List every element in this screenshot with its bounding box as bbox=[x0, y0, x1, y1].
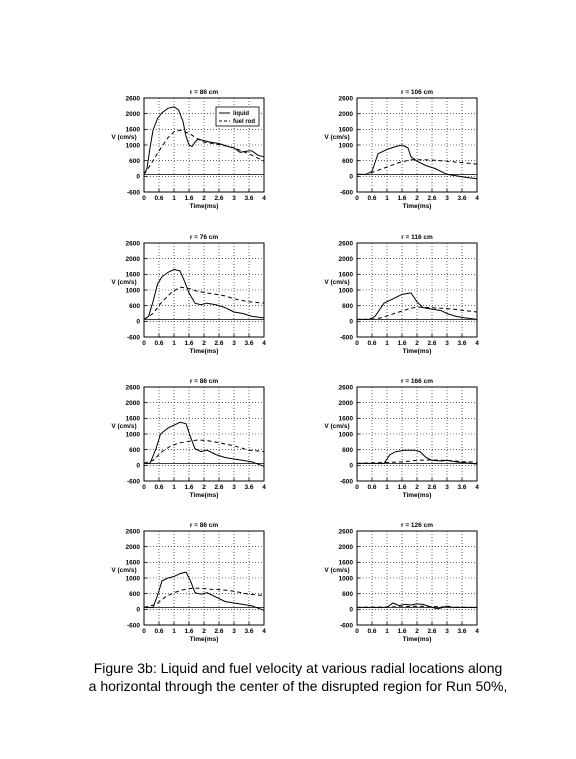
y-tick-label: 1000 bbox=[338, 287, 353, 295]
x-tick-label: 2.6 bbox=[214, 484, 224, 491]
x-tick-label: 3 bbox=[232, 628, 236, 635]
x-axis-label: Time(ms) bbox=[189, 492, 219, 499]
x-tick-label: 2 bbox=[202, 195, 206, 202]
chart-panel bbox=[324, 89, 479, 210]
y-tick-label: 2000 bbox=[125, 543, 140, 551]
y-tick-label: -600 bbox=[126, 334, 140, 342]
x-tick-label: 2.6 bbox=[214, 340, 224, 347]
x-tick-label: 2 bbox=[202, 340, 206, 347]
y-tick-label: 2000 bbox=[125, 110, 140, 118]
chart-title: r = 126 cm bbox=[401, 522, 433, 529]
x-tick-label: 1.6 bbox=[184, 484, 194, 491]
y-tick-label: -600 bbox=[126, 622, 140, 630]
x-tick-label: 0 bbox=[355, 195, 359, 202]
x-tick-label: 4 bbox=[475, 195, 479, 202]
figure-caption bbox=[60, 659, 536, 695]
series-line-liquid bbox=[357, 603, 477, 609]
y-axis-label: V (cm/s) bbox=[324, 134, 350, 141]
x-tick-label: 4 bbox=[262, 340, 266, 347]
y-tick-label: 0 bbox=[136, 173, 140, 181]
y-tick-label: 600 bbox=[342, 302, 353, 310]
y-tick-label: 2000 bbox=[338, 543, 353, 551]
x-axis-label: Time(ms) bbox=[189, 348, 219, 355]
x-tick-label: 2.6 bbox=[214, 195, 224, 202]
y-tick-label: -600 bbox=[339, 334, 353, 342]
y-axis-label: V (cm/s) bbox=[324, 423, 350, 430]
x-axis-label: Time(ms) bbox=[402, 636, 432, 643]
chart-legend bbox=[216, 107, 259, 126]
x-tick-label: 1 bbox=[385, 340, 389, 347]
y-tick-label: 2600 bbox=[125, 528, 140, 536]
y-tick-label: -600 bbox=[339, 189, 353, 197]
y-tick-label: 2600 bbox=[338, 528, 353, 536]
x-tick-label: 0.6 bbox=[367, 195, 377, 202]
y-axis-label: V (cm/s) bbox=[324, 567, 350, 574]
y-tick-label: 1000 bbox=[338, 575, 353, 583]
x-tick-label: 2 bbox=[415, 195, 419, 202]
y-tick-label: 600 bbox=[342, 157, 353, 165]
y-tick-label: 600 bbox=[129, 302, 140, 310]
x-tick-label: 0.6 bbox=[367, 628, 377, 635]
x-tick-label: 3.6 bbox=[457, 628, 467, 635]
x-tick-label: 2 bbox=[415, 628, 419, 635]
x-tick-label: 2 bbox=[202, 628, 206, 635]
y-tick-label: -600 bbox=[126, 478, 140, 486]
x-tick-label: 2 bbox=[415, 340, 419, 347]
x-tick-label: 3.6 bbox=[244, 484, 254, 491]
y-axis-label: V (cm/s) bbox=[111, 423, 137, 430]
y-tick-label: 0 bbox=[136, 462, 140, 470]
x-tick-label: 0.6 bbox=[154, 340, 164, 347]
y-tick-label: 0 bbox=[136, 318, 140, 326]
y-tick-label: 1000 bbox=[125, 142, 140, 150]
x-tick-label: 1 bbox=[172, 195, 176, 202]
x-tick-label: 4 bbox=[262, 628, 266, 635]
y-tick-label: 2000 bbox=[125, 399, 140, 407]
chart-panel bbox=[324, 378, 479, 499]
x-tick-label: 0 bbox=[355, 628, 359, 635]
x-tick-label: 1 bbox=[172, 628, 176, 635]
x-tick-label: 3 bbox=[232, 195, 236, 202]
x-tick-label: 4 bbox=[262, 484, 266, 491]
y-tick-label: 1600 bbox=[338, 126, 353, 134]
x-tick-label: 3 bbox=[445, 340, 449, 347]
x-tick-label: 3 bbox=[445, 628, 449, 635]
x-tick-label: 1.6 bbox=[184, 195, 194, 202]
x-tick-label: 1 bbox=[385, 628, 389, 635]
chart-panel bbox=[111, 522, 266, 643]
x-tick-label: 0 bbox=[142, 628, 146, 635]
x-tick-label: 3 bbox=[445, 484, 449, 491]
y-tick-label: 1000 bbox=[125, 431, 140, 439]
y-tick-label: 600 bbox=[129, 157, 140, 165]
y-tick-label: 2000 bbox=[125, 255, 140, 263]
x-tick-label: 1.6 bbox=[397, 484, 407, 491]
x-tick-label: 1.6 bbox=[397, 628, 407, 635]
x-tick-label: 4 bbox=[475, 340, 479, 347]
y-tick-label: 0 bbox=[349, 462, 353, 470]
y-tick-label: 1600 bbox=[338, 415, 353, 423]
x-tick-label: 4 bbox=[475, 484, 479, 491]
x-tick-label: 0.6 bbox=[154, 628, 164, 635]
x-tick-label: 3.6 bbox=[244, 195, 254, 202]
chart-panel bbox=[111, 378, 266, 499]
y-tick-label: 600 bbox=[342, 590, 353, 598]
x-tick-label: 2.6 bbox=[214, 628, 224, 635]
y-axis-label: V (cm/s) bbox=[324, 279, 350, 286]
x-tick-label: 3.6 bbox=[457, 484, 467, 491]
y-tick-label: 1600 bbox=[125, 559, 140, 567]
y-tick-label: -600 bbox=[339, 478, 353, 486]
x-tick-label: 0 bbox=[355, 484, 359, 491]
x-tick-label: 0.6 bbox=[367, 340, 377, 347]
x-axis-label: Time(ms) bbox=[402, 203, 432, 210]
y-tick-label: 1600 bbox=[338, 559, 353, 567]
x-axis-label: Time(ms) bbox=[189, 636, 219, 643]
x-axis-label: Time(ms) bbox=[402, 492, 432, 499]
y-tick-label: 1600 bbox=[125, 126, 140, 134]
chart-title: r = 106 cm bbox=[401, 89, 433, 96]
x-tick-label: 0.6 bbox=[154, 195, 164, 202]
y-tick-label: 2600 bbox=[125, 384, 140, 392]
y-tick-label: 2600 bbox=[338, 240, 353, 248]
x-tick-label: 3 bbox=[232, 484, 236, 491]
y-tick-label: 1000 bbox=[338, 431, 353, 439]
legend-entry: fuel rod bbox=[233, 119, 255, 125]
x-axis-label: Time(ms) bbox=[402, 348, 432, 355]
series-line-liquid bbox=[357, 450, 477, 464]
caption-line-1: Figure 3b: Liquid and fuel velocity at various radial locations along bbox=[93, 660, 503, 676]
y-tick-label: 2000 bbox=[338, 399, 353, 407]
x-tick-label: 0 bbox=[142, 195, 146, 202]
y-tick-label: 600 bbox=[129, 446, 140, 454]
y-tick-label: 2000 bbox=[338, 255, 353, 263]
y-tick-label: 0 bbox=[349, 173, 353, 181]
x-tick-label: 1.6 bbox=[397, 340, 407, 347]
x-tick-label: 0 bbox=[142, 484, 146, 491]
x-tick-label: 1.6 bbox=[184, 340, 194, 347]
x-tick-label: 1 bbox=[385, 484, 389, 491]
y-tick-label: 2600 bbox=[125, 240, 140, 248]
y-tick-label: 1600 bbox=[338, 271, 353, 279]
x-tick-label: 0.6 bbox=[367, 484, 377, 491]
x-tick-label: 2 bbox=[202, 484, 206, 491]
chart-title: r = 166 cm bbox=[401, 378, 433, 385]
y-tick-label: 1600 bbox=[125, 415, 140, 423]
y-axis-label: V (cm/s) bbox=[111, 279, 137, 286]
y-tick-label: 1000 bbox=[125, 287, 140, 295]
x-tick-label: 3.6 bbox=[457, 195, 467, 202]
x-tick-label: 0.6 bbox=[154, 484, 164, 491]
chart-panel bbox=[111, 234, 266, 355]
chart-panel bbox=[324, 522, 479, 643]
chart-title: r = 86 cm bbox=[189, 89, 219, 96]
y-axis-label: V (cm/s) bbox=[111, 134, 137, 141]
x-tick-label: 3.6 bbox=[244, 340, 254, 347]
x-tick-label: 3.6 bbox=[244, 628, 254, 635]
x-axis-label: Time(ms) bbox=[189, 203, 219, 210]
x-tick-label: 3.6 bbox=[457, 340, 467, 347]
x-tick-label: 4 bbox=[475, 628, 479, 635]
x-tick-label: 2.6 bbox=[427, 628, 437, 635]
chart-title: r = 116 cm bbox=[401, 234, 433, 241]
series-line-fuel-rod bbox=[357, 307, 477, 319]
x-tick-label: 2 bbox=[415, 484, 419, 491]
x-tick-label: 1.6 bbox=[184, 628, 194, 635]
y-axis-label: V (cm/s) bbox=[111, 567, 137, 574]
x-tick-label: 1.6 bbox=[397, 195, 407, 202]
x-tick-label: 0 bbox=[355, 340, 359, 347]
y-tick-label: 2600 bbox=[338, 384, 353, 392]
chart-title: r = 86 cm bbox=[189, 522, 219, 529]
y-tick-label: 1000 bbox=[338, 142, 353, 150]
y-tick-label: 1000 bbox=[125, 575, 140, 583]
y-tick-label: 1600 bbox=[125, 271, 140, 279]
caption-line-2: a horizontal through the center of the disrupted region for Run 50%, bbox=[88, 678, 508, 694]
y-tick-label: 0 bbox=[136, 606, 140, 614]
x-tick-label: 3 bbox=[445, 195, 449, 202]
y-tick-label: 2600 bbox=[125, 95, 140, 103]
y-tick-label: 0 bbox=[349, 318, 353, 326]
x-tick-label: 2.6 bbox=[427, 195, 437, 202]
y-tick-label: 0 bbox=[349, 606, 353, 614]
x-tick-label: 2.6 bbox=[427, 340, 437, 347]
y-tick-label: 600 bbox=[342, 446, 353, 454]
y-tick-label: -600 bbox=[339, 622, 353, 630]
x-tick-label: 1 bbox=[172, 340, 176, 347]
x-tick-label: 1 bbox=[172, 484, 176, 491]
legend-entry: liquid bbox=[233, 111, 249, 117]
x-tick-label: 1 bbox=[385, 195, 389, 202]
chart-panel bbox=[111, 89, 266, 210]
x-tick-label: 0 bbox=[142, 340, 146, 347]
chart-title: r = 76 cm bbox=[189, 234, 219, 241]
y-tick-label: 2000 bbox=[338, 110, 353, 118]
x-tick-label: 4 bbox=[262, 195, 266, 202]
y-tick-label: -600 bbox=[126, 189, 140, 197]
y-tick-label: 2600 bbox=[338, 95, 353, 103]
x-tick-label: 3 bbox=[232, 340, 236, 347]
chart-panel bbox=[324, 234, 479, 355]
x-tick-label: 2.6 bbox=[427, 484, 437, 491]
chart-title: r = 86 cm bbox=[189, 378, 219, 385]
y-tick-label: 600 bbox=[129, 590, 140, 598]
